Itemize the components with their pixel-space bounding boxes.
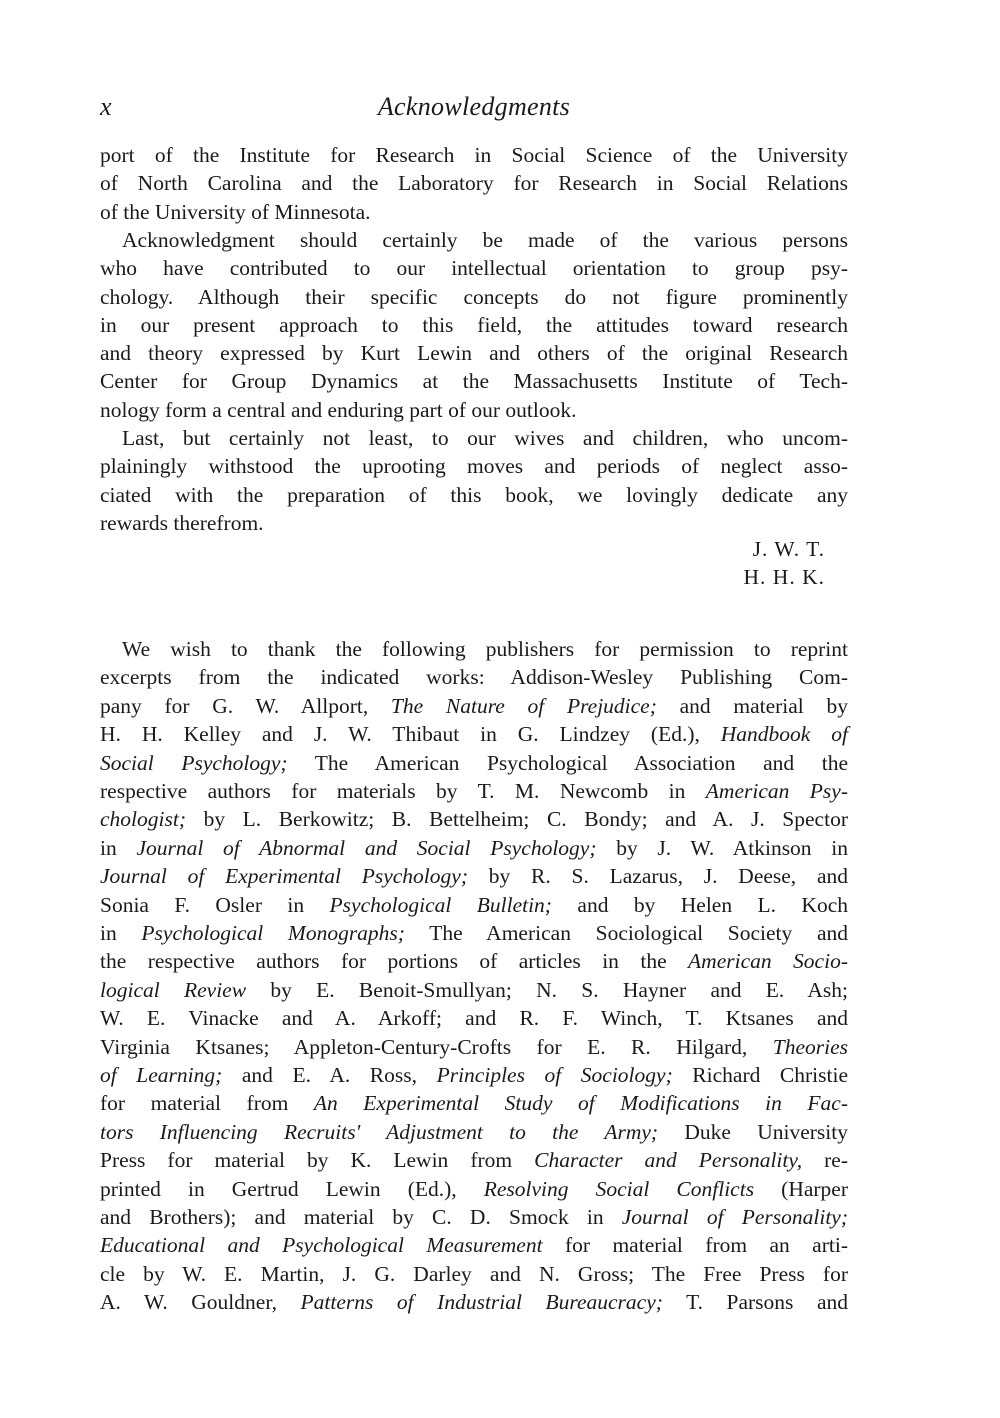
text-span: Center for Group Dynamics at the Massachusetts Institute of Tech- bbox=[100, 369, 848, 394]
text-span: The American Psychological Association and the bbox=[287, 750, 848, 775]
text-line bbox=[100, 424, 848, 452]
text-span: The American Sociological Society and bbox=[404, 921, 849, 945]
text-span: nology form a central and enduring part of our outlook. bbox=[100, 397, 577, 422]
text-line bbox=[100, 452, 848, 480]
text-line bbox=[100, 777, 848, 805]
text-line bbox=[100, 1033, 848, 1061]
text-span: Acknowledgment should certainly be made of the various persons bbox=[122, 227, 848, 252]
signature-initials-1: J. W. T. bbox=[752, 537, 825, 561]
text-span: A. W. Gouldner, bbox=[100, 1290, 301, 1315]
text-span: excerpts from the indicated works: Addison-Wesley Publishing Com- bbox=[100, 665, 848, 690]
text-span: of the University of Minnesota. bbox=[100, 199, 371, 224]
italic-title: Psychological Bulletin; bbox=[329, 892, 552, 917]
text-span: who have contributed to our intellectual orientation to group psy- bbox=[100, 256, 848, 281]
text-line bbox=[100, 481, 848, 509]
text-span: by R. S. Lazarus, J. Deese, and bbox=[468, 864, 848, 889]
text-line bbox=[100, 396, 848, 424]
italic-title: Patterns of Industrial Bureaucracy; bbox=[300, 1290, 663, 1315]
italic-title: The Nature of Prejudice; bbox=[390, 693, 657, 718]
italic-title: Journal of Experimental Psychology; bbox=[100, 864, 468, 889]
text-span: cle by W. E. Martin, J. G. Darley and N. Gross; The Free Press for bbox=[100, 1261, 848, 1286]
text-line bbox=[100, 891, 848, 919]
text-line bbox=[100, 1146, 848, 1174]
text-span: and Brothers); and material by C. D. Smock in bbox=[100, 1205, 622, 1229]
text-span: by J. W. Atkinson in bbox=[596, 835, 848, 860]
italic-title: Resolving Social Conflicts bbox=[483, 1176, 755, 1201]
italic-title: Character and Personality, bbox=[534, 1148, 803, 1173]
text-line bbox=[100, 919, 848, 947]
text-line bbox=[100, 169, 848, 197]
text-line bbox=[100, 1203, 848, 1231]
italic-title: of Learning; bbox=[100, 1063, 223, 1087]
text-line bbox=[100, 198, 848, 226]
text-span: (Harper bbox=[754, 1176, 848, 1201]
text-span: and by Helen L. Koch bbox=[551, 892, 848, 917]
text-line bbox=[100, 1089, 848, 1117]
text-line bbox=[100, 1175, 848, 1203]
text-span: the respective authors for portions of articles in the bbox=[100, 949, 689, 974]
text-span: pany for G. W. Allport, bbox=[100, 693, 391, 718]
text-span: Duke University bbox=[658, 1119, 848, 1144]
signature-initials-2: H. H. K. bbox=[743, 565, 825, 589]
text-line bbox=[100, 805, 848, 833]
text-span: port of the Institute for Research in Social Science of the University bbox=[100, 143, 848, 167]
italic-title: Journal of Personality; bbox=[621, 1205, 848, 1229]
italic-title: Social Psychology; bbox=[100, 750, 288, 775]
text-span: of North Carolina and the Laboratory for Research in Social Relations bbox=[100, 171, 848, 196]
text-span: chology. Although their specific concepts do not figure prominently bbox=[100, 284, 848, 309]
italic-title: Handbook of bbox=[720, 722, 848, 747]
text-span: W. E. Vinacke and A. Arkoff; and R. F. Winch, T. Ktsanes and bbox=[100, 1006, 848, 1031]
text-line bbox=[100, 254, 848, 282]
text-line bbox=[100, 663, 848, 691]
text-line bbox=[100, 635, 848, 663]
italic-title: An Experimental Study of Modifications in Fac- bbox=[313, 1091, 848, 1116]
text-span: and theory expressed by Kurt Lewin and others of the original Research bbox=[100, 341, 848, 366]
text-line bbox=[100, 947, 848, 975]
text-line bbox=[100, 1260, 848, 1288]
text-span: respective authors for materials by T. M. Newcomb in bbox=[100, 779, 706, 803]
text-line bbox=[100, 720, 848, 748]
text-span: in bbox=[100, 835, 137, 860]
text-line bbox=[100, 1231, 848, 1259]
italic-title: logical Review bbox=[100, 977, 247, 1002]
text-line bbox=[100, 1288, 848, 1316]
text-span: rewards therefrom. bbox=[100, 510, 264, 535]
text-span: Richard Christie bbox=[672, 1063, 849, 1087]
text-line bbox=[100, 1004, 848, 1032]
text-span: by E. Benoit-Smullyan; N. S. Hayner and E. Ash; bbox=[246, 977, 848, 1002]
text-span: for material from bbox=[100, 1091, 314, 1116]
text-span: by L. Berkowitz; B. Bettelheim; C. Bondy; and A. J. Spector bbox=[186, 807, 848, 832]
text-line bbox=[100, 509, 848, 537]
text-line bbox=[100, 862, 848, 890]
italic-title: Psychological Monographs; bbox=[141, 921, 405, 945]
text-line bbox=[100, 749, 848, 777]
text-span: re- bbox=[802, 1148, 848, 1173]
text-span: We wish to thank the following publishers for permission to reprint bbox=[122, 637, 848, 661]
text-line bbox=[100, 834, 848, 862]
text-span: Last, but certainly not least, to our wives and children, who uncom- bbox=[122, 426, 848, 450]
text-span: printed in Gertrud Lewin (Ed.), bbox=[100, 1176, 484, 1201]
text-line bbox=[100, 311, 848, 339]
italic-title: Theories bbox=[772, 1034, 848, 1059]
text-span: ciated with the preparation of this book, we lovingly dedicate any bbox=[100, 482, 848, 507]
text-line bbox=[100, 976, 848, 1004]
text-span: and E. A. Ross, bbox=[222, 1063, 437, 1087]
text-line bbox=[100, 141, 848, 169]
italic-title: Journal of Abnormal and Social Psychology; bbox=[136, 835, 597, 860]
italic-title: Principles of Sociology; bbox=[436, 1063, 673, 1087]
text-line bbox=[100, 283, 848, 311]
running-title: Acknowledgments bbox=[377, 92, 571, 121]
text-span: Sonia F. Osler in bbox=[100, 892, 330, 917]
italic-title: chologist; bbox=[100, 807, 186, 832]
text-line bbox=[100, 692, 848, 720]
italic-title: Educational and Psychological Measurement bbox=[100, 1233, 543, 1258]
text-span: for material from an arti- bbox=[542, 1233, 848, 1258]
italic-title: tors Influencing Recruits' Adjustment to the Army; bbox=[100, 1119, 659, 1144]
text-line bbox=[100, 367, 848, 395]
text-span: in our present approach to this field, the attitudes toward research bbox=[100, 312, 848, 337]
text-span: in bbox=[100, 921, 142, 945]
text-span: Press for material by K. Lewin from bbox=[100, 1148, 535, 1173]
text-line bbox=[100, 1118, 848, 1146]
text-span: plainingly withstood the uprooting moves and periods of neglect asso- bbox=[100, 454, 848, 479]
text-span: Virginia Ktsanes; Appleton-Century-Crofts for E. R. Hilgard, bbox=[100, 1034, 773, 1059]
text-span: T. Parsons and bbox=[662, 1290, 848, 1315]
text-span: H. H. Kelley and J. W. Thibaut in G. Lindzey (Ed.), bbox=[100, 722, 721, 747]
text-span: and material by bbox=[656, 693, 848, 718]
text-line bbox=[100, 1061, 848, 1089]
italic-title: American Socio- bbox=[688, 949, 848, 974]
text-line bbox=[100, 226, 848, 254]
text-line bbox=[100, 339, 848, 367]
italic-title: American Psy- bbox=[705, 779, 848, 803]
page-number: x bbox=[100, 92, 112, 121]
